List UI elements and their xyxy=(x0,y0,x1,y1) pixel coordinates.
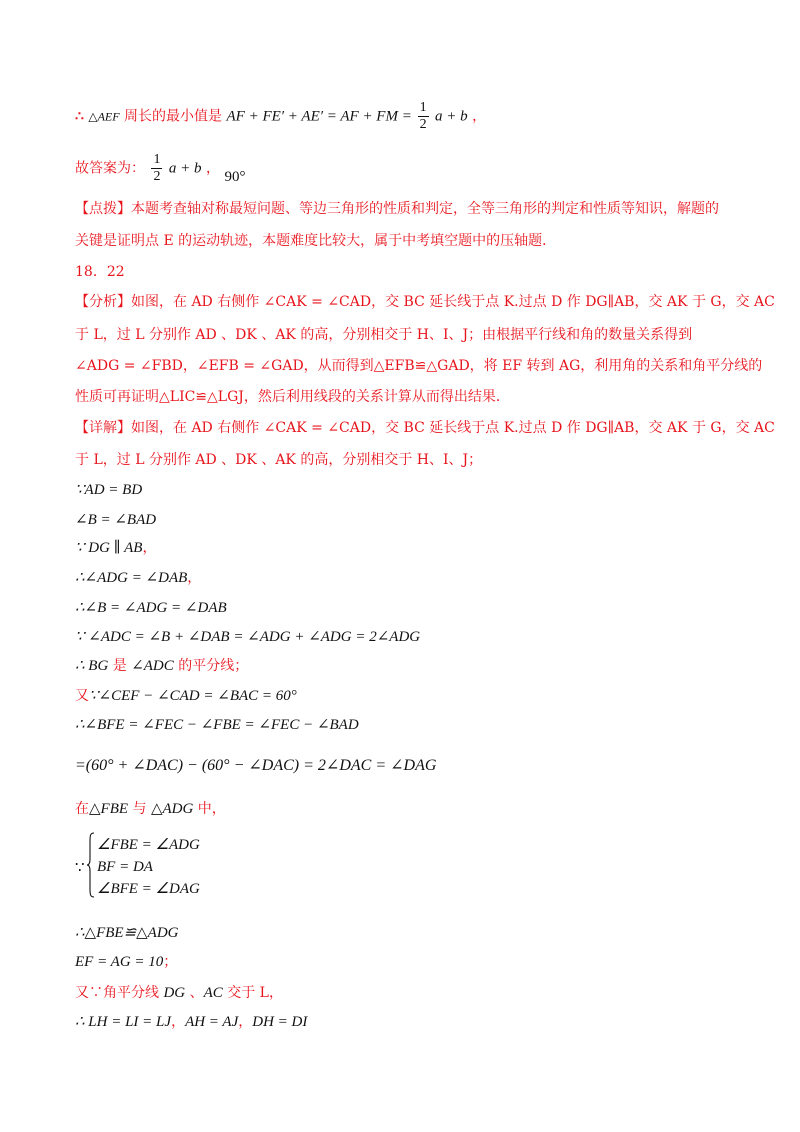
therefore-symbol: ∴ xyxy=(75,108,84,125)
answer-tail: a + b xyxy=(168,160,202,177)
step-ef-ag-semicolon: ； xyxy=(163,954,178,970)
step-and: 与 xyxy=(128,801,151,817)
step-equal-lengths xyxy=(75,1012,307,1032)
step-bisectors-meet xyxy=(75,983,283,1003)
step-cef-you: 又 xyxy=(75,688,89,704)
answer-degree: 90° xyxy=(224,168,246,185)
question-number: 18．22 xyxy=(75,264,125,280)
step-parallel-comma: ， xyxy=(142,540,157,556)
detail-line-1: 【详解】如图，在 AD 右侧作 ∠CAK = ∠CAD，交 BC 延长线于点 K.过点 D 作 DG∥AB，交 AK 于 G，交 AC xyxy=(75,420,775,436)
step-cef-expr: ∵∠CEF − ∠CAD = ∠BAC = 60° xyxy=(89,688,297,704)
step-comma-2: ， xyxy=(238,1014,253,1030)
step-bisector-text: 的平分线； xyxy=(173,658,249,674)
step-angle-b: ∠B = ∠BAD xyxy=(75,512,157,528)
step-comma-1: ， xyxy=(171,1014,186,1030)
step-in-triangles xyxy=(75,799,226,819)
triangle-label: △AEF xyxy=(88,109,120,124)
step-in: 在 xyxy=(75,801,89,817)
step-bisector-bg: ∴ BG xyxy=(75,658,109,674)
step-bfe: ∴∠BFE = ∠FEC − ∠FBE = ∠FEC − ∠BAD xyxy=(75,717,359,733)
answer-label: 故答案为： xyxy=(75,160,145,177)
dianbo-line-1: 【点拨】本题考查轴对称最短问题、等边三角形的性质和判定，全等三角形的判定和性质等知识，解题的 xyxy=(75,201,719,217)
step-bisectors-dg: DG xyxy=(163,985,186,1001)
step-tri-adg: △ADG xyxy=(150,801,194,817)
answer-fraction: $\frac{1}{2}$ xyxy=(153,152,161,184)
step-dag: =(60° + ∠DAC) − (60° − ∠DAC) = 2∠DAC = ∠DAG xyxy=(75,757,437,774)
step-ef-ag xyxy=(75,952,177,972)
detail-line-2: 于 L，过 L 分别作 AD 、DK 、AK 的高，分别相交于 H、I、J； xyxy=(75,452,483,468)
step-parallel-expr: ∵ DG ∥ AB xyxy=(75,540,143,556)
condition-side: BF = DA xyxy=(97,859,153,875)
step-ef-ag-expr: EF = AG = 10 xyxy=(75,954,164,970)
condition-angle-2: ∠BFE = ∠DAG xyxy=(97,881,200,897)
step-bisector xyxy=(75,656,248,676)
step-ah-aj: AH = AJ xyxy=(185,1014,239,1030)
step-bisector-is: 是 xyxy=(108,658,132,674)
step-tri-fbe: △FBE xyxy=(89,801,129,817)
answer-sep: ， xyxy=(205,160,220,177)
step-lh-li-lj: ∴ LH = LI = LJ xyxy=(75,1014,172,1030)
step-bisectors-text: 又∵角平分线 xyxy=(75,985,164,1001)
step-parallel xyxy=(75,538,156,558)
step-ad-eq-bd: ∵AD = BD xyxy=(75,482,143,498)
step-adg-dab xyxy=(75,568,201,588)
conclusion-line xyxy=(75,100,486,133)
conclusion-tail: a + b xyxy=(435,108,468,125)
step-adg-dab-expr: ∴∠ADG = ∠DAB xyxy=(75,570,188,586)
step-dh-di: DH = DI xyxy=(252,1014,308,1030)
step-congruent: ∴△FBE≌△ADG xyxy=(75,925,179,941)
fraction-half: $\frac{1}{2}$ xyxy=(419,100,427,132)
step-bisectors-sep: 、 xyxy=(185,985,204,1001)
step-bisectors-ac: AC xyxy=(203,985,223,1001)
because-symbol: ∵ xyxy=(75,860,85,876)
analysis-line-2: 于 L，过 L 分别作 AD 、DK 、AK 的高，分别相交于 H、I、J；由根据平行线和角的数量关系得到 xyxy=(75,327,693,343)
step-b-adg-dab: ∴∠B = ∠ADG = ∠DAB xyxy=(75,600,227,616)
step-adc: ∵ ∠ADC = ∠B + ∠DAB = ∠ADG + ∠ADG = 2∠ADG xyxy=(75,629,421,645)
step-adg-dab-comma: ， xyxy=(187,570,202,586)
conclusion-expr: AF + FE′ + AE′ = AF + FM = xyxy=(226,108,416,125)
brace-lines xyxy=(97,834,200,900)
analysis-line-3: ∠ADG = ∠FBD，∠EFB = ∠GAD，从而得到△EFB≌△GAD，将 EF 转到 AG，利用角的关系和角平分线的 xyxy=(75,358,763,374)
conclusion-comma: ， xyxy=(472,108,487,125)
analysis-line-1: 【分析】如图，在 AD 右侧作 ∠CAK = ∠CAD，交 BC 延长线于点 K.过点 D 作 DG∥AB，交 AK 于 G，交 AC xyxy=(75,294,775,310)
answer-line xyxy=(75,152,245,185)
step-cef xyxy=(75,686,297,706)
condition-angle: ∠FBE = ∠ADG xyxy=(97,837,200,853)
left-brace-icon xyxy=(87,832,95,898)
step-bisector-angle: ∠ADC xyxy=(131,658,174,674)
step-bisectors-end: 交于 L， xyxy=(222,985,283,1001)
analysis-line-4: 性质可再证明△LIC≌△LGJ，然后利用线段的关系计算从而得出结果． xyxy=(75,389,510,405)
dianbo-line-2: 关键是证明点 E 的运动轨迹，本题难度比较大，属于中考填空题中的压轴题． xyxy=(75,233,557,249)
conclusion-text: 周长的最小值是 xyxy=(124,108,227,125)
step-in-end: 中， xyxy=(193,801,226,817)
